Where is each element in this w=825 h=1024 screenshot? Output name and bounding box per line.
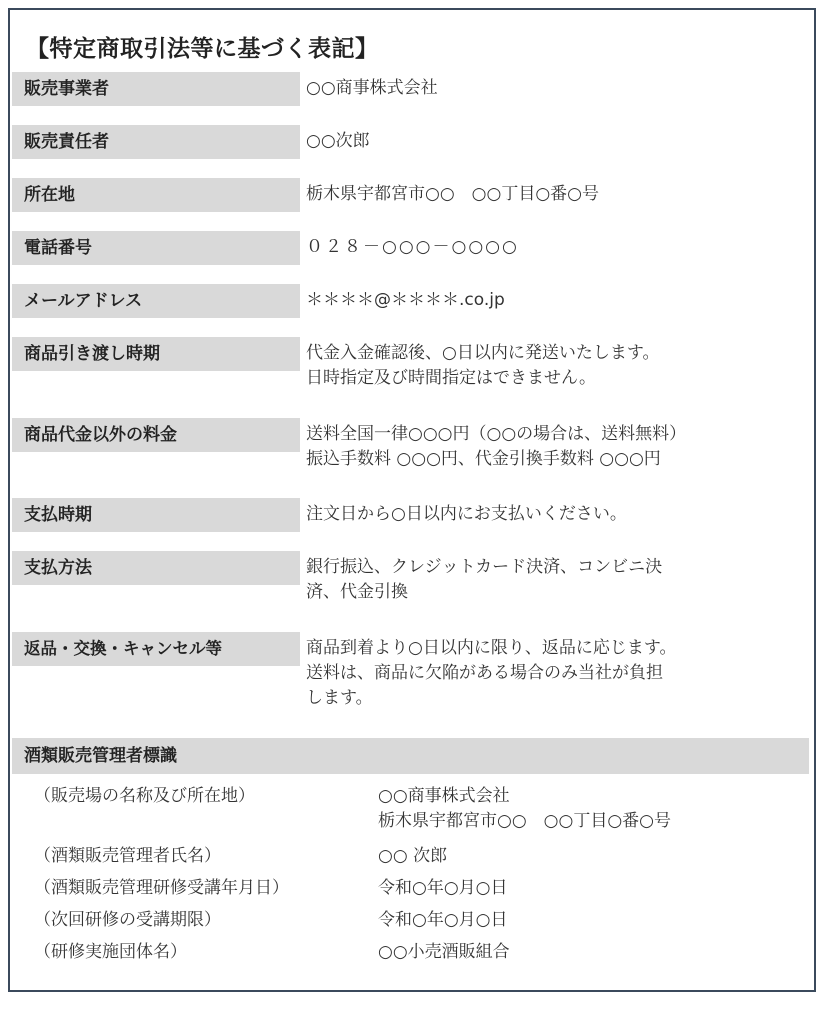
row-label-payment-method: 支払方法 xyxy=(12,551,300,585)
row-label-extra-charges: 商品代金以外の料金 xyxy=(12,418,300,452)
row-label-seller: 販売事業者 xyxy=(12,72,300,106)
row-value-email: ＊＊＊＊@＊＊＊＊.co.jp xyxy=(306,290,505,310)
liquor-value-next-training: 令和○年○月○日 xyxy=(378,910,508,930)
row-label-email: メールアドレス xyxy=(12,284,300,318)
liquor-key-manager-name: （酒類販売管理者氏名） xyxy=(34,846,221,866)
row-value-phone: ０２８－○○○－○○○○ xyxy=(306,237,519,257)
row-value-delivery-time: 代金入金確認後、○日以内に発送いたします。 日時指定及び時間指定はできません。 xyxy=(306,343,660,388)
row-value-seller: ○○商事株式会社 xyxy=(306,78,438,98)
row-label-payment-timing: 支払時期 xyxy=(12,498,300,532)
row-label-delivery-time: 商品引き渡し時期 xyxy=(12,337,300,371)
liquor-key-training-date: （酒類販売管理研修受講年月日） xyxy=(34,878,289,898)
liquor-value-training-org: ○○小売酒販組合 xyxy=(378,942,510,962)
row-label-responsible-person: 販売責任者 xyxy=(12,125,300,159)
row-value-address: 栃木県宇都宮市○○ ○○丁目○番○号 xyxy=(306,184,600,204)
page-title: 【特定商取引法等に基づく表記】 xyxy=(26,36,379,62)
liquor-manager-heading: 酒類販売管理者標識 xyxy=(12,738,809,774)
liquor-value-training-date: 令和○年○月○日 xyxy=(378,878,508,898)
row-label-address: 所在地 xyxy=(12,178,300,212)
row-value-payment-method: 銀行振込、クレジットカード決済、コンビニ決 済、代金引換 xyxy=(306,557,663,602)
liquor-key-training-org: （研修実施団体名） xyxy=(34,942,187,962)
liquor-key-store: （販売場の名称及び所在地） xyxy=(34,786,255,806)
row-value-payment-timing: 注文日から○日以内にお支払いください。 xyxy=(306,504,627,524)
row-value-responsible-person: ○○次郎 xyxy=(306,131,370,151)
liquor-value-manager-name: ○○ 次郎 xyxy=(378,846,448,866)
row-label-phone: 電話番号 xyxy=(12,231,300,265)
row-value-extra-charges: 送料全国一律○○○円（○○の場合は、送料無料） 振込手数料 ○○○円、代金引換手数料 ○○○円 xyxy=(306,424,687,469)
liquor-value-store: ○○商事株式会社 栃木県宇都宮市○○ ○○丁目○番○号 xyxy=(378,786,672,831)
row-value-returns: 商品到着より○日以内に限り、返品に応じます。 送料は、商品に欠陥がある場合のみ当社が負担 します。 xyxy=(306,638,677,708)
row-label-returns: 返品・交換・キャンセル等 xyxy=(12,632,300,666)
liquor-key-next-training: （次回研修の受講期限） xyxy=(34,910,221,930)
